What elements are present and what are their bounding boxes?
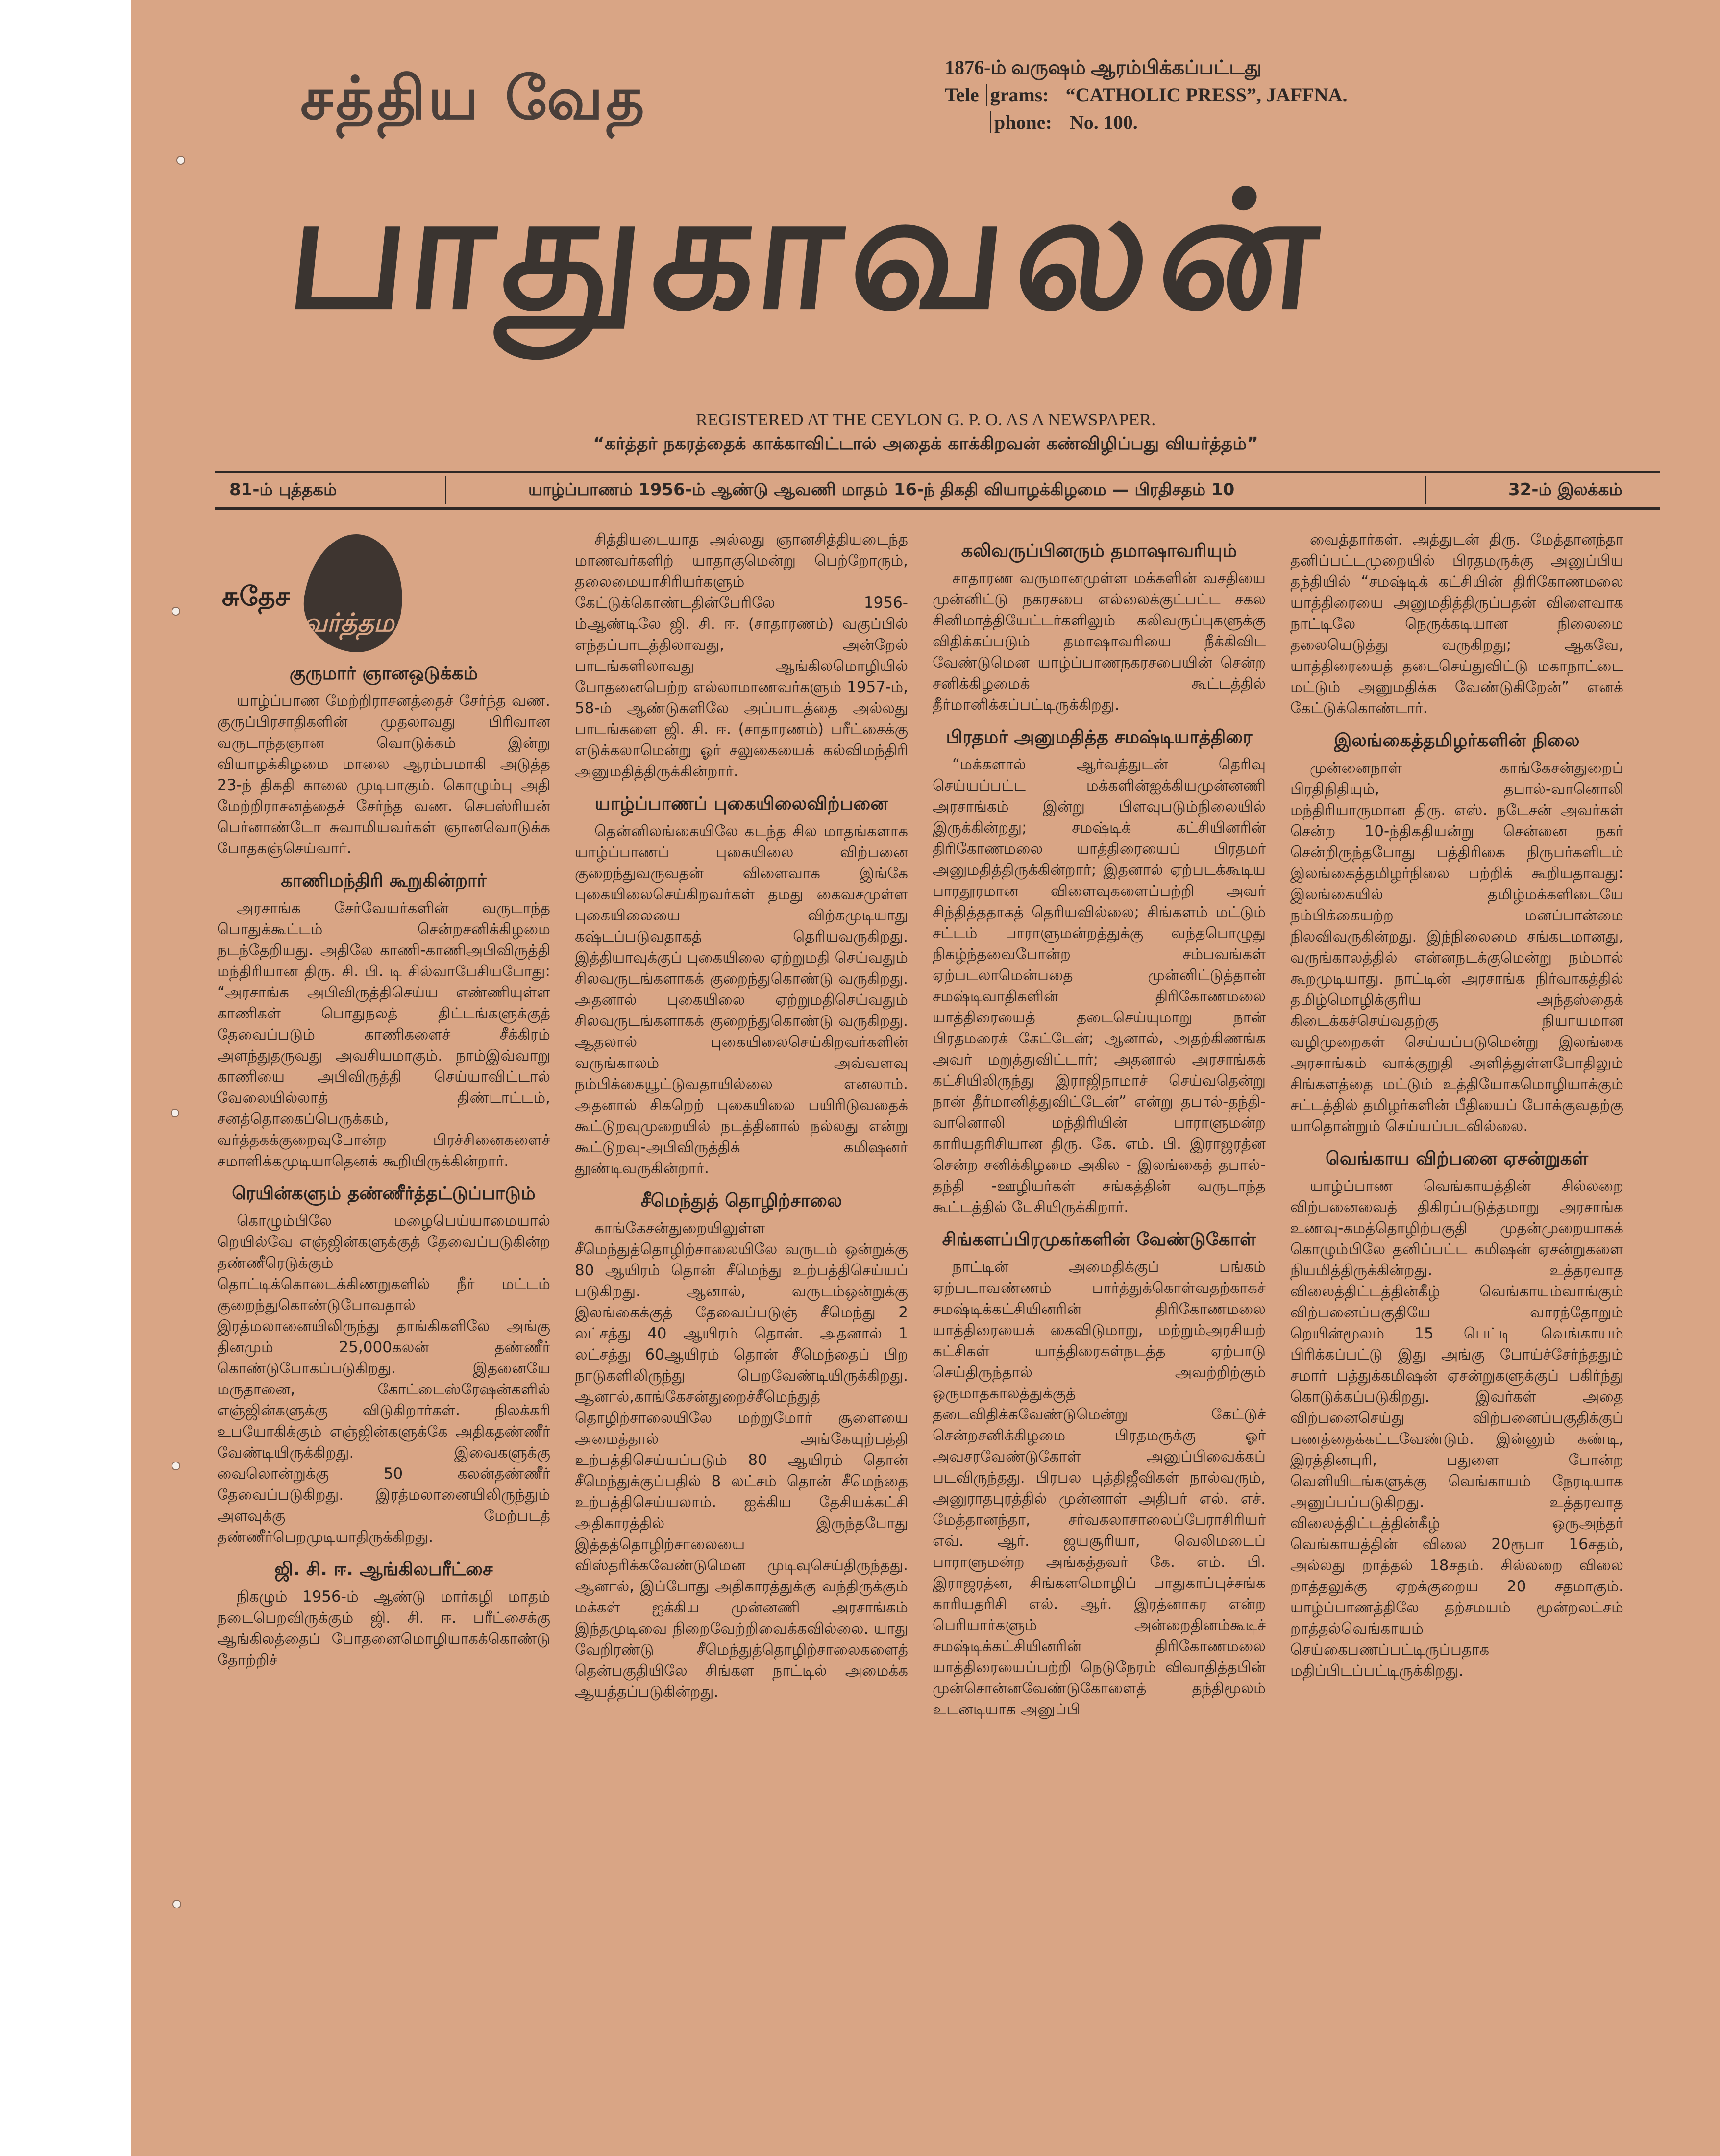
publication-info bbox=[945, 54, 1347, 136]
column-4 bbox=[1290, 529, 1623, 1686]
article-paragraph: “மக்களால் ஆர்வத்துடன் தெரிவு செய்யப்பட்ட மக்களின்ஐக்கியமுன்னணி அரசாங்கம் இன்று பிளவுபடும்நிலையில் இருக்கின்றது; சமஷ்டிக் கட்சியினரின் திரிகோணமலை யாத்திரையைப் பிரதமர் அனுமதித்திருக்கின்றார்; இதனால் ஏற்படக்கூடிய பாரதூரமான விளைவுகளைப்பற்றி அவர் சிந்தித்ததாகத் தெரியவில்லை; சிங்களம் மட்டும் சட்டம் பாராளுமன்றத்துக்கு வந்தபொழுது நிகழ்ந்தவைபோன்ற சம்பவங்கள் ஏற்படலாமென்பதை முன்னிட்டுத்தான் சமஷ்டிவாதிகளின் திரிகோணமலை யாத்திரையைத் தடைசெய்யுமாறு நான் பிரதமரைக் கேட்டேன்; ஆனால், அதற்கிணங்க அவர் மறுத்துவிட்டார்; அதனால் அரசாங்கக் கட்சியிலிருந்து இராஜிநாமாச் செய்வதென்று நான் தீர்மானித்துவிட்டேன்” என்று தபால்-தந்தி-வானொலி மந்திரியின் பாராளுமன்ற காரியதரிசியான திரு. கே. எம். பி. இராஜரத்ன சென்ற சனிக்கிழமை அகில - இலங்கைத் தபால்- தந்தி -ஊழியர்கள் சங்கத்தின் வருடாந்த கூட்டத்தில் பேசியிருக்கிறார். bbox=[933, 756, 1266, 1216]
article-heading: காணிமந்திரி கூறுகின்றார் bbox=[281, 870, 487, 891]
telegram-line bbox=[945, 81, 1347, 109]
founded-line: 1876-ம் வருஷம் ஆரம்பிக்கப்பட்டது bbox=[945, 56, 1262, 78]
article-paragraph: வைத்தார்கள். அத்துடன் திரு. மேத்தானந்தா தனிப்பட்டமுறையில் பிரதமருக்கு அனுப்பிய தந்தியில் “சமஷ்டிக் கட்சியின் திரிகோணமலை யாத்திரையை அனுமதித்திருப்பதன் விளைவாக நாட்டிலே நெருக்கடியான நிலைமை தலையெடுத்து வருகிறது; ஆகவே, யாத்திரையைத் தடைசெய்துவிட்டு மகாநாட்டை மட்டும் அனுமதிக்க வேண்டுகிறேன்” எனக் கேட்டுக்கொண்டார். bbox=[1290, 531, 1623, 717]
tele-prefix: Tele bbox=[945, 84, 979, 106]
article-heading: பிரதமர் அனுமதித்த சமஷ்டியாத்திரை bbox=[946, 726, 1253, 747]
article-heading: சீமெந்துத் தொழிற்சாலை bbox=[640, 1190, 842, 1211]
newspaper-page bbox=[131, 0, 1720, 2156]
phone-value: No. 100. bbox=[1069, 111, 1138, 133]
article-heading: கலிவருப்பினரும் தமாஷாவரியும் bbox=[961, 540, 1237, 561]
punch-hole bbox=[172, 607, 180, 616]
article-heading: இலங்கைத்தமிழர்களின் நிலை bbox=[1334, 730, 1580, 751]
badge-word-1: சுதேச bbox=[222, 581, 290, 612]
punch-hole bbox=[172, 1462, 180, 1470]
punch-hole bbox=[172, 1900, 181, 1908]
issue-date: யாழ்ப்பாணம் 1956-ம் ஆண்டு ஆவணி மாதம் 16-ந் திகதி வியாழக்கிழமை — பிரதிசதம் 10 bbox=[528, 480, 1235, 499]
article-heading: ரெயின்களும் தண்ணீர்த்தட்டுப்பாடும் bbox=[232, 1183, 536, 1204]
article-paragraph: முன்னைநாள் காங்கேசன்துறைப் பிரதிநிதியும், தபால்-வானொலி மந்திரியாருமான திரு. எஸ். நடேசன் அவர்கள் சென்ற 10-ந்திகதியன்று சென்னை நகர் சென்றிருந்தபோது பத்திரிகை நிருபர்களிடம் இலங்கைத்தமிழர்நிலை பற்றிக் கூறியதாவது: இலங்கையில் தமிழ்மக்களிடையே நம்பிக்கையற்ற மனப்பான்மை நிலவிவருகின்றது. இந்நிலைமை சங்கடமானது, வருங்காலத்தில் என்னநடக்குமென்று நம்மால் கூறமுடியாது. நாட்டின் அரசாங்க நிர்வாகத்தில் தமிழ்மொழிக்குரிய அந்தஸ்தைக் கிடைக்கச்செய்வதற்கு நியாயமான வழிமுறைகள் செய்யப்படுமென்று இலங்கை அரசாங்கம் வாக்குறுதி அளித்துள்ளபோதிலும் சிங்களத்தை மட்டும் உத்தியோகமொழியாக்கும் சட்டத்தில் தமிழர்களின் பீதியைப் போக்குவதற்கு யாதொன்றும் செய்யப்படவில்லை. bbox=[1290, 759, 1623, 1135]
article-heading: சிங்களப்பிரமுகர்களின் வேண்டுகோள் bbox=[942, 1229, 1256, 1250]
article-paragraph: காங்கேசன்துறையிலுள்ள சீமெந்துத்தொழிற்சாலையிலே வருடம் ஒன்றுக்கு 80 ஆயிரம் தொன் சீமெந்து உற்பத்திசெய்யப் படுகிறது. ஆனால், வருடம்ஒன்றுக்கு இலங்கைக்குத் தேவைப்படுஞ் சீமெந்து 2 லட்சத்து 40 ஆயிரம் தொன். அதனால் 1 லட்சத்து 60ஆயிரம் தொன் சீமெந்தைப் பிற நாடுகளிலிருந்து பெறவேண்டியிருக்கிறது. ஆனால்,காங்கேசன்துறைச்சீமெந்துத் தொழிற்சாலையிலே மற்றுமோர் சூளையை அமைத்தால் அங்கேயுற்பத்தி உற்பத்திசெய்யப்படும் 80 ஆயிரம் தொன் சீமெந்துக்குப்பதில் 8 லட்சம் தொன் சீமெந்தை உற்பத்திசெய்யலாம். ஐக்கிய தேசியக்கட்சி அதிகாரத்தில் இருந்தபோது இத்தத்தொழிற்சாலையை விஸ்தரிக்கவேண்டுமென முடிவுசெய்திருந்தது. ஆனால், இப்போது அதிகாரத்துக்கு வந்திருக்கும் மக்கள் ஐக்கிய முன்னணி அரசாங்கம் இந்தமுடிவை நிறைவேற்றிவைக்கவில்லை. யாது வேறிரண்டு சீமெந்துத்தொழிற்சாலைகளைத் தென்பகுதியிலே சிங்கள நாட்டில் அமைக்க ஆயத்தப்படுகின்றது. bbox=[575, 1219, 908, 1701]
grams-value: “CATHOLIC PRESS”, JAFFNA. bbox=[1065, 84, 1348, 106]
volume-number: 81-ம் புத்தகம் bbox=[229, 480, 337, 499]
article-paragraph: சித்தியடையாத அல்லது ஞானசித்தியடைந்த மாணவர்களிற் யாதாகுமென்று பெற்றோரும், தலைமையாசிரியர்களும் கேட்டுக்கொண்டதின்பேரிலே 1956-ம்ஆண்டிலே ஜி. சி. ஈ. (சாதாரணம்) வகுப்பில் எந்தப்பாடத்திலாவது, அன்றேல் பாடங்களிலாவது ஆங்கிலமொழியில் போதனைபெற்ற எல்லாமாணவர்களும் 1957-ம், 58-ம் ஆண்டுகளிலே அப்பாடத்தை அல்லது பாடங்களை ஜி. சி. ஈ. (சாதாரணம்) பரீட்சைக்கு எடுக்கலாமென்று ஓர் சலுகையைக் கல்விமந்திரி அனுமதித்திருக்கின்றார். bbox=[575, 531, 908, 780]
column-1 bbox=[217, 529, 550, 1676]
section-badge bbox=[217, 529, 550, 652]
article-heading: ஜி. சி. ஈ. ஆங்கிலபரீட்சை bbox=[274, 1559, 493, 1580]
article-paragraph: யாழ்ப்பாண மேற்றிராசனத்தைச் சேர்ந்த வண. குருப்பிரசாதிகளின் முதலாவது பிரிவான வருடாந்தஞான வொடுக்கம் இன்று வியாழக்கிழமை மாலை ஆரம்பமாகி அடுத்த 23-ந் திகதி காலை முடிபாகும். கொழும்பு அதி மேற்றிராசனத்தைச் சேர்ந்த வண. செபஸ்ரியன் பெர்னாண்டோ சுவாமியவர்கள் ஞானவொடுக்க போதகஞ்செய்வார். bbox=[217, 692, 550, 857]
article-heading: குருமார் ஞானஒடுக்கம் bbox=[289, 663, 478, 684]
article-paragraph: நிகழும் 1956-ம் ஆண்டு மார்கழி மாதம் நடைபெறவிருக்கும் ஜி. சி. ஈ. பரீட்சைக்கு ஆங்கிலத்தைப் போதனைமொழியாகக்கொண்டு தோற்றிச் bbox=[217, 1588, 550, 1669]
article-paragraph: தென்னிலங்கையிலே கடந்த சில மாதங்களாக யாழ்ப்பாணப் புகையிலை விற்பனை குறைந்துவருவதன் விளைவாக இங்கே புகையிலைசெய்கிறவர்கள் தமது கைவசமுள்ள புகையிலையை விற்கமுடியாது கஷ்டப்படுவதாகத் தெரியவருகிறது. இத்தியாவுக்குப் புகையிலை ஏற்றுமதி செய்வதும் சிலவருடங்களாகக் குறைந்துகொண்டு வருகிறது. அதனால் புகையிலை ஏற்றுமதிசெய்வதும் சிலவருடங்களாகக் குறைந்துகொண்டு வருகிறது. ஆதலால் புகையிலைசெய்கிறவர்களின் வருங்காலம் அவ்வளவு நம்பிக்கையூட்டுவதாயில்லை எனலாம். அதனால் சிகறெற் புகையிலை பயிரிடுவதைக் கூட்டுறவுமுறையில் நடத்தினால் நல்லது என்று கூட்டுறவு-அபிவிருத்திக் கமிஷனர் தூண்டிவருகின்றார். bbox=[575, 822, 908, 1177]
column-3 bbox=[933, 529, 1266, 1725]
article-paragraph: கொழும்பிலே மழைபெய்யாமையால் றெயில்வே எஞ்ஜின்களுக்குத் தேவைப்படுகின்ற தண்ணீரெடுக்கும் தொட்டிக்கொடைக்கிணறுகளில் நீர் மட்டம் குறைந்துகொண்டுபோவதால் இரத்மலானையிலிருந்து தாங்கிகளிலே அங்கு தினமும் 25,000கலன் தண்ணீர் கொண்டுபோகப்படுகிறது. இதனையே மருதானை, கோட்டைஸ்ரேஷன்களில் எஞ்ஜின்களுக்கு விடுகிறார்கள். நிலக்கரி உபயோகிக்கும் எஞ்ஜின்களுக்கே அதிகதண்ணீர் வேண்டியிருக்கிறது. இவைகளுக்கு வைலொன்றுக்கு 50 கலன்தண்ணீர் தேவைப்படுகிறது. இரத்மலானையிலிருந்தும் அளவுக்கு மேற்படத் தண்ணீர்பெறமுடியாதிருக்கிறது. bbox=[217, 1212, 550, 1546]
column-2 bbox=[575, 529, 908, 1708]
article-paragraph: யாழ்ப்பாண வெங்காயத்தின் சில்லறை விற்பனைவைத் திகிரப்படுத்தமாறு அரசாங்க உணவு-கமத்தொழிற்பகுதி முதன்முறையாகக் கொழும்பிலே தனிப்பட்ட கமிஷன் ஏசன்றுகளை நியமித்திருக்கின்றது. உத்தரவாத விலைத்திட்டத்தின்கீழ் வெங்காயம்வாங்கும் விற்பனைப்பகுதியே வாரந்தோறும் றெயின்மூலம் 15 பெட்டி வெங்காயம் பிரிக்கப்பட்டு இது அங்கு போய்ச்சேர்ந்ததும் சமார் பத்துக்கமிஷன் ஏசன்றுகளுக்குப் பகிர்ந்து கொடுக்கப்படுகிறது. இவர்கள் அதை விற்பனைசெய்து விற்பனைப்பகுதிக்குப் பணத்தைக்கட்டவேண்டும். இன்னும் கண்டி, இரத்தினபுரி, பதுளை போன்ற வெளியிடங்களுக்கு வெங்காயம் நேரடியாக அனுப்பப்படுகிறது. உத்தரவாத விலைத்திட்டத்தின்கீழ் ஒருஅந்தர் வெங்காயத்தின் விலை 20ரூபா 16சதம், அல்லது றாத்தல் 18சதம். சில்லறை விலை றாத்தலுக்கு ஏறக்குறைய 20 சதமாகும். யாழ்ப்பாணத்திலே தற்சமயம் மூன்றலட்சம் றாத்தல்வெங்காயம் செய்கைபணப்பட்டிருப்பதாக மதிப்பிடப்பட்டிருக்கிறது. bbox=[1290, 1177, 1623, 1680]
registration-notice: REGISTERED AT THE CEYLON G. P. O. AS A NEWSPAPER. bbox=[695, 410, 1156, 429]
issue-number: 32-ம் இலக்கம் bbox=[1508, 480, 1622, 499]
sri-lanka-map-icon bbox=[297, 528, 411, 658]
masthead-subtitle: சத்திய வேத bbox=[300, 64, 647, 133]
grams-label: grams: bbox=[986, 84, 1049, 106]
divider bbox=[1425, 476, 1426, 504]
dateline-bar bbox=[215, 471, 1660, 510]
divider bbox=[445, 476, 446, 504]
masthead-title: பாதுகாவலன் bbox=[279, 157, 1337, 345]
badge-word-2: வர்த்தமானம் bbox=[303, 608, 453, 638]
article-paragraph: அரசாங்க சேர்வேயர்களின் வருடாந்த பொதுக்கூட்டம் சென்றசனிக்கிழமை நடந்தேறியது. அதிலே காணி-காணிஅபிவிருத்தி மந்திரியான திரு. சி. பி. டி சில்வாபேசியபோது: “அரசாங்க அபிவிருத்திசெய்ய எண்ணியுள்ள காணிகள் பொதுநலத் திட்டங்களுக்குத் தேவைப்படும் காணிகளைச் சீக்கிரம் அளந்துதருவது அவசியமாகும். நாம்இவ்வாறு காணியை அபிவிருத்தி செய்யாவிட்டால் வேலையில்லாத் திண்டாட்டம், சனத்தொகைப்பெருக்கம், வர்த்தகக்குறைவுபோன்ற பிரச்சினைகளைச் சமாளிக்கமுடியாதெனக் கூறியிருக்கின்றார். bbox=[217, 899, 550, 1170]
phone-line bbox=[945, 109, 1347, 136]
article-heading: வெங்காய விற்பனை ஏசன்றுகள் bbox=[1326, 1148, 1588, 1169]
phone-label: phone: bbox=[990, 111, 1052, 133]
punch-hole bbox=[171, 1109, 179, 1117]
article-paragraph: நாட்டின் அமைதிக்குப் பங்கம் ஏற்படாவண்ணம் பார்த்துக்கொள்வதற்காகச் சமஷ்டிக்கட்சியினரின் திரிகோணமலை யாத்திரையைக் கைவிடுமாறு, மற்றும்அரசியற் கட்சிகள் யாத்திரைகள்நடத்த ஏற்பாடு செய்திருந்தால் அவற்றிற்கும் ஒருமாதகாலத்துக்குத் தடைவிதிக்கவேண்டுமென்று கேட்டுச் சென்றசனிக்கிழமை பிரதமருக்கு ஓர் அவசரவேண்டுகோள் அனுப்பிவைக்கப் படவிருந்தது. பிரபல புத்திஜீவிகள் நால்வரும், அனுராதபுரத்தில் முன்னாள் அதிபர் எல். எச். மேத்தானந்தா, சர்வகலாசாலைப்பேராசிரியர் எவ். ஆர். ஜயசூரியா, வெலிமடைப் பாராளுமன்ற அங்கத்தவர் கே. எம். பி. இராஜரத்ன, சிங்களமொழிப் பாதுகாப்புச்சங்க காரியதரிசி எல். ஆர். இரத்னாகர என்ற பெரியார்களும் அன்றைதினம்கூடிச் சமஷ்டிக்கட்சியினரின் திரிகோணமலை யாத்திரையைப்பற்றி நெடுநேரம் விவாதித்தபின் முன்சொன்னவேண்டுகோளைத் தந்திமூலம் உடனடியாக அனுப்பி bbox=[933, 1258, 1266, 1718]
motto: “கர்த்தர் நகரத்தைக் காக்காவிட்டால் அதைக் காக்கிறவன் கண்விழிப்பது வியர்த்தம்” bbox=[593, 434, 1258, 454]
article-heading: யாழ்ப்பாணப் புகையிலைவிற்பனை bbox=[594, 793, 888, 814]
article-paragraph: சாதாரண வருமானமுள்ள மக்களின் வசதியை முன்னிட்டு நகரசபை எல்லைக்குட்பட்ட சகல சினிமாத்தியேட்டர்களிலும் கலிவருப்புகளுக்கு விதிக்கப்படும் தமாஷாவரியை நீக்கிவிட வேண்டுமென யாழ்ப்பாணநகரசபையின் சென்ற சனிக்கிழமைக் கூட்டத்தில் தீர்மானிக்கப்பட்டிருக்கிறது. bbox=[933, 570, 1266, 714]
punch-hole bbox=[176, 156, 185, 165]
